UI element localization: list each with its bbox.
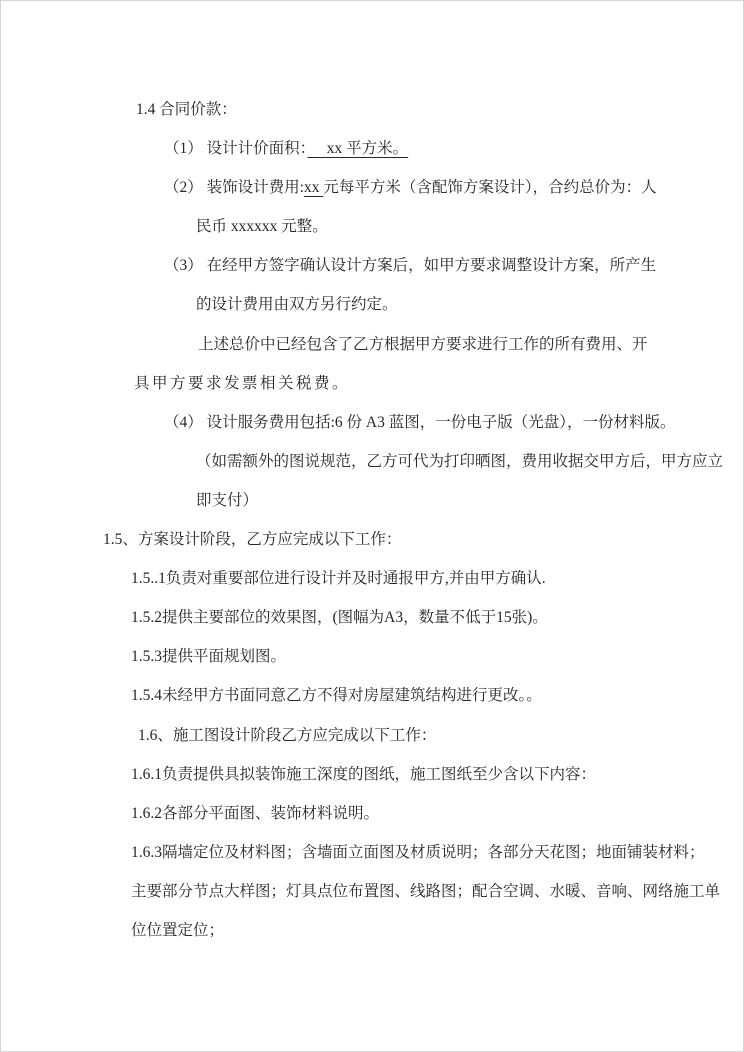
total-price-note-line-2 [1, 364, 743, 403]
text-run: （4） 设计服务费用包括:6 份 A3 蓝图，一份电子版（光盘），一份材料版。 [164, 413, 676, 431]
clause-1-6-3-line-1 [1, 833, 743, 872]
clause-1-4-heading [1, 90, 743, 129]
text-run: 1.4 合同价款： [136, 101, 237, 118]
text-run: 元每平方米（含配饰方案设计），合约总价为：人 [323, 179, 657, 197]
contract-text-body [1, 1, 743, 950]
item-4-deliverables [1, 403, 743, 442]
clause-1-6-heading [1, 716, 743, 755]
underlined-fill-in-text: xx 平方米。 [307, 140, 409, 158]
item-2-fee-line-2 [1, 207, 743, 246]
text-run: 1.5、方案设计阶段，乙方应完成以下工作： [103, 531, 402, 549]
item-1-design-area [1, 129, 743, 168]
underlined-fill-in-text: xx [303, 179, 324, 197]
total-price-note-line-1 [1, 325, 743, 364]
text-run: 的设计费用由双方另行约定。 [196, 296, 398, 314]
item-4-note-line-1 [1, 442, 743, 481]
clause-1-5-1 [1, 559, 743, 598]
text-run: 即支付） [196, 491, 259, 509]
text-run: 民币 xxxxxx 元整。 [196, 218, 328, 236]
item-2-fee-line-1 [1, 168, 743, 207]
text-run: （1） 设计计价面积： [164, 140, 308, 158]
text-run: 位位置定位； [131, 921, 225, 939]
clause-1-6-1 [1, 755, 743, 794]
text-run: 主要部分节点大样图；灯具点位布置图、线路图；配合空调、水暖、音响、网络施工单 [131, 882, 721, 900]
text-run: 具甲方要求发票相关税费。 [134, 374, 351, 392]
text-run: 1.6.3隔墙定位及材料图；含墙面立面图及材质说明；各部分天花图；地面铺装材料； [131, 843, 705, 861]
clause-1-6-3-line-3 [1, 911, 743, 950]
text-run: 上述总价中已经包含了乙方根据甲方要求进行工作的所有费用、开 [198, 335, 648, 353]
text-run: 1.6.1负责提供具拟装饰施工深度的图纸，施工图纸至少含以下内容： [131, 765, 597, 783]
clause-1-5-3 [1, 637, 743, 676]
item-4-note-line-2 [1, 481, 743, 520]
item-3-adjust-line-1 [1, 246, 743, 285]
text-run: （2） 装饰设计费用: [164, 179, 304, 197]
text-run: （3） 在经甲方签字确认设计方案后，如甲方要求调整设计方案，所产生 [164, 257, 657, 275]
text-run: 1.5.4未经甲方书面同意乙方不得对房屋建筑结构进行更改。。 [131, 687, 542, 705]
item-3-adjust-line-2 [1, 285, 743, 324]
text-run: （如需额外的图说规范，乙方可代为打印晒图，费用收据交甲方后，甲方应立 [196, 452, 724, 470]
text-run: 1.5.3提供平面规划图。 [131, 648, 287, 666]
text-run: 1.6.2各部分平面图、装饰材料说明。 [131, 804, 380, 822]
clause-1-5-4 [1, 676, 743, 715]
clause-1-5-2 [1, 598, 743, 637]
clause-1-6-2 [1, 794, 743, 833]
text-run: 1.5..1负责对重要部位进行设计并及时通报甲方,并由甲方确认. [131, 570, 546, 588]
text-run: 1.6、施工图设计阶段乙方应完成以下工作： [138, 726, 437, 744]
clause-1-6-3-line-2 [1, 872, 743, 911]
text-run: 1.5.2提供主要部位的效果图，(图幅为A3，数量不低于15张)。 [131, 609, 548, 627]
clause-1-5-heading [1, 520, 743, 559]
